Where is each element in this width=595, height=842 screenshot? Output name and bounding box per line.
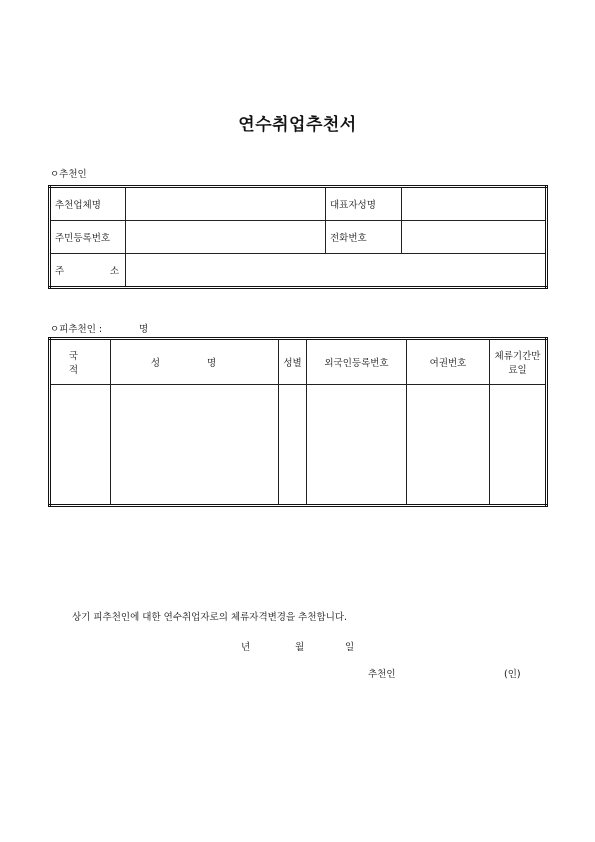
recommendee-count-unit: 명	[139, 324, 149, 335]
resident-number-field[interactable]	[126, 221, 326, 254]
address-label	[50, 254, 126, 288]
name-field[interactable]	[111, 385, 279, 506]
table-row	[50, 385, 547, 506]
date-month-label: 월	[295, 642, 305, 653]
stay-expiry-date-field[interactable]	[490, 385, 547, 506]
phone-label: 전화번호	[326, 221, 402, 254]
table-row	[50, 221, 547, 254]
address-label-b: 소	[109, 266, 119, 277]
company-name-label: 추천업체명	[50, 187, 126, 221]
header-passport-number: 여권번호	[407, 339, 490, 385]
header-gender: 성별	[279, 339, 307, 385]
header-alien-registration-number: 외국인등록번호	[307, 339, 407, 385]
header-stay-expiry-date: 체류기간만료일	[490, 339, 547, 385]
address-label-a: 주	[55, 266, 65, 277]
nationality-field[interactable]	[50, 385, 111, 506]
seal-mark: (인)	[504, 669, 521, 680]
passport-number-field[interactable]	[407, 385, 490, 506]
recommendation-statement: 상기 피추천인에 대한 연수취업자로의 체류자격변경을 추천합니다.	[72, 612, 348, 623]
table-header-row	[50, 339, 547, 385]
phone-field[interactable]	[402, 221, 547, 254]
company-name-field[interactable]	[126, 187, 326, 221]
recommendee-table	[48, 337, 548, 507]
resident-number-label: 주민등록번호	[50, 221, 126, 254]
header-nationality: 국 적	[50, 339, 111, 385]
date-day-label: 일	[345, 642, 355, 653]
date-year-label: 년	[241, 642, 251, 653]
table-row	[50, 254, 547, 288]
recommender-section-label: ㅇ추천인	[50, 169, 87, 180]
address-field[interactable]	[126, 254, 547, 288]
recommender-table	[48, 185, 548, 289]
recommendee-section-label: ㅇ피추천인 :	[50, 324, 103, 335]
recommender-signature-label: 추천인	[368, 669, 396, 680]
representative-name-field[interactable]	[402, 187, 547, 221]
representative-name-label: 대표자성명	[326, 187, 402, 221]
table-row	[50, 187, 547, 221]
header-name: 성 명	[111, 339, 279, 385]
alien-registration-number-field[interactable]	[307, 385, 407, 506]
document-title: 연수취업추천서	[238, 115, 357, 135]
gender-field[interactable]	[279, 385, 307, 506]
